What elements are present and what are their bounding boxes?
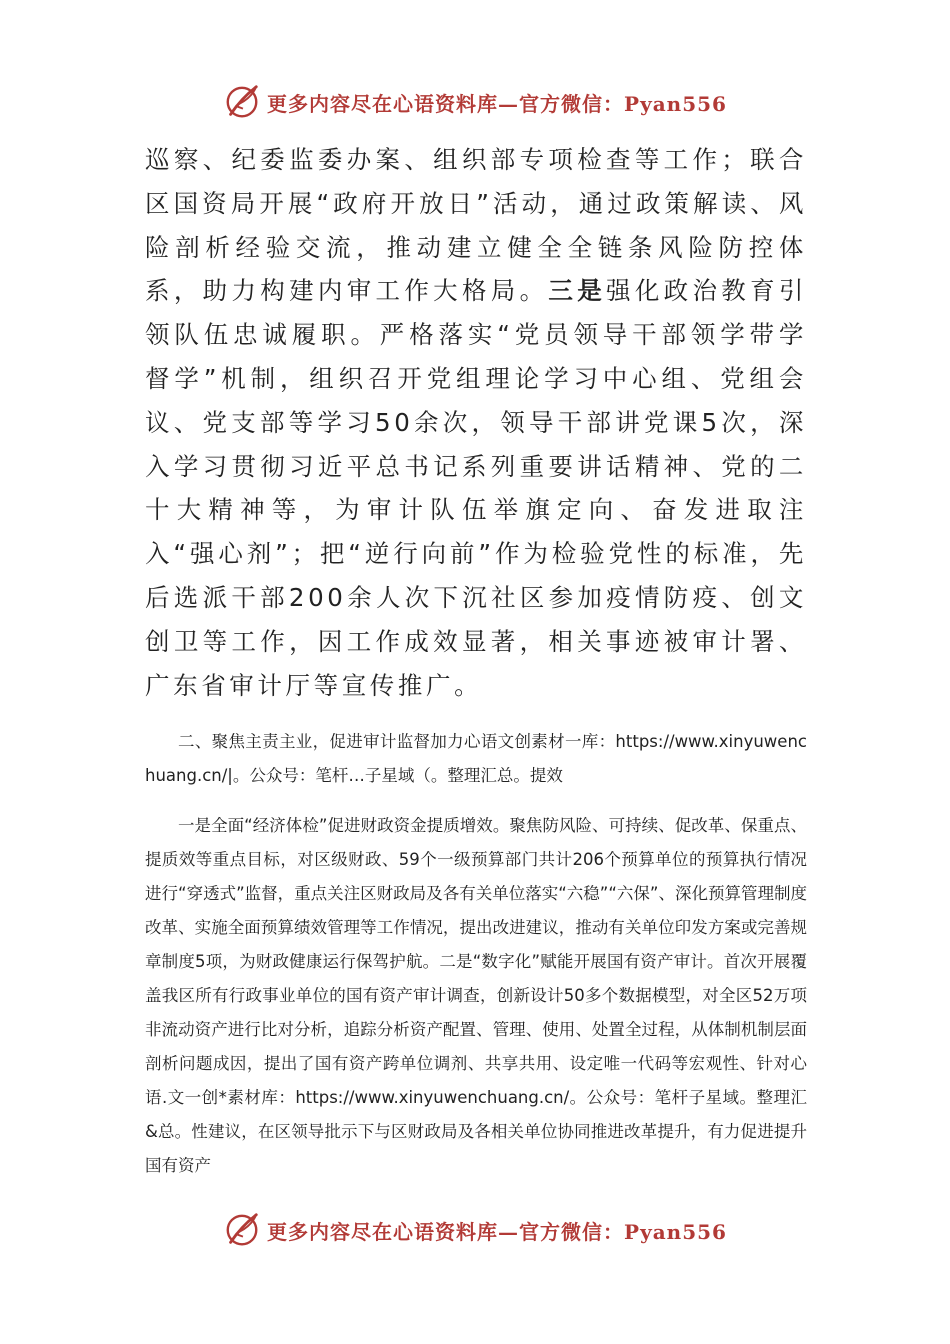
document-body	[145, 138, 807, 1183]
footer-banner	[0, 1208, 950, 1252]
quill-logo-icon	[223, 83, 261, 121]
header-banner-text: 更多内容尽在心语资料库—官方微信：Pyan556	[267, 91, 727, 116]
quill-logo-icon	[223, 1211, 261, 1249]
header-banner	[0, 80, 950, 124]
bold-marker-text: 三是	[548, 276, 607, 306]
body-paragraph: 一是全面“经济体检”促进财政资金提质增效。聚焦防风险、可持续、促改革、保重点、提质效等重点目标，对区级财政、59个一级预算部门共计206个预算单位的预算执行情况进行“穿透式”监督，重点关注区财政局及各有关单位落实“六稳”“六保”、深化预算管理制度改革、实施全面预算绩效管理等工作情况，提出改进建议，推动有关单位印发方案或完善规章制度5项，为财政健康运行保驾护航。二是“数字化”赋能开展国有资产审计。首次开展覆盖我区所有行政事业单位的国有资产审计调查，创新设计50多个数据模型，对全区52万项非流动资产进行比对分析，追踪分析资产配置、管理、使用、处置全过程，从体制机制层面剖析问题成因，提出了国有资产跨单位调剂、共享共用、设定唯一代码等宏观性、针对心语.文一创*素材库：https://www.xinyuwenchuang.cn/。公众号：笔杆子星域。整理汇&总。性建议，在区领导批示下与区财政局及各相关单位协同推进改革提升，有力促进提升国有资产	[145, 816, 807, 1176]
footer-banner-text: 更多内容尽在心语资料库—官方微信：Pyan556	[267, 1219, 727, 1244]
paragraph-large-part2: 强化政治教育引领队伍忠诚履职。严格落实“党员领导干部领学带学督学”机制，组织召开党组理论学习中心组、党组会议、党支部等学习50余次，领导干部讲党课5次，深入学习贯彻习近平总书记系列重要讲话精神、党的二十大精神等，为审计队伍举旗定向、奋发进取注入“强心剂”；把“逆行向前”作为检验党性的标准，先后选派干部200余人次下沉社区参加疫情防疫、创文创卫等工作，因工作成效显著，相关事迹被审计署、广东省审计厅等宣传推广。	[145, 276, 808, 700]
paragraph-large	[145, 138, 807, 707]
paragraph-large-part1: 巡察、纪委监委办案、组织部专项检查等工作；联合区国资局开展“政府开放日”活动，通过政策解读、风险剖析经验交流，推动建立健全全链条风险防控体系，助力构建内审工作大格局。	[145, 145, 807, 306]
section-heading-paragraph: 二、聚焦主责主业，促进审计监督加力心语文创素材一库：https://www.xinyuwenchuang.cn/|。公众号：笔杆…子星域（。整理汇总。提效	[145, 732, 807, 786]
